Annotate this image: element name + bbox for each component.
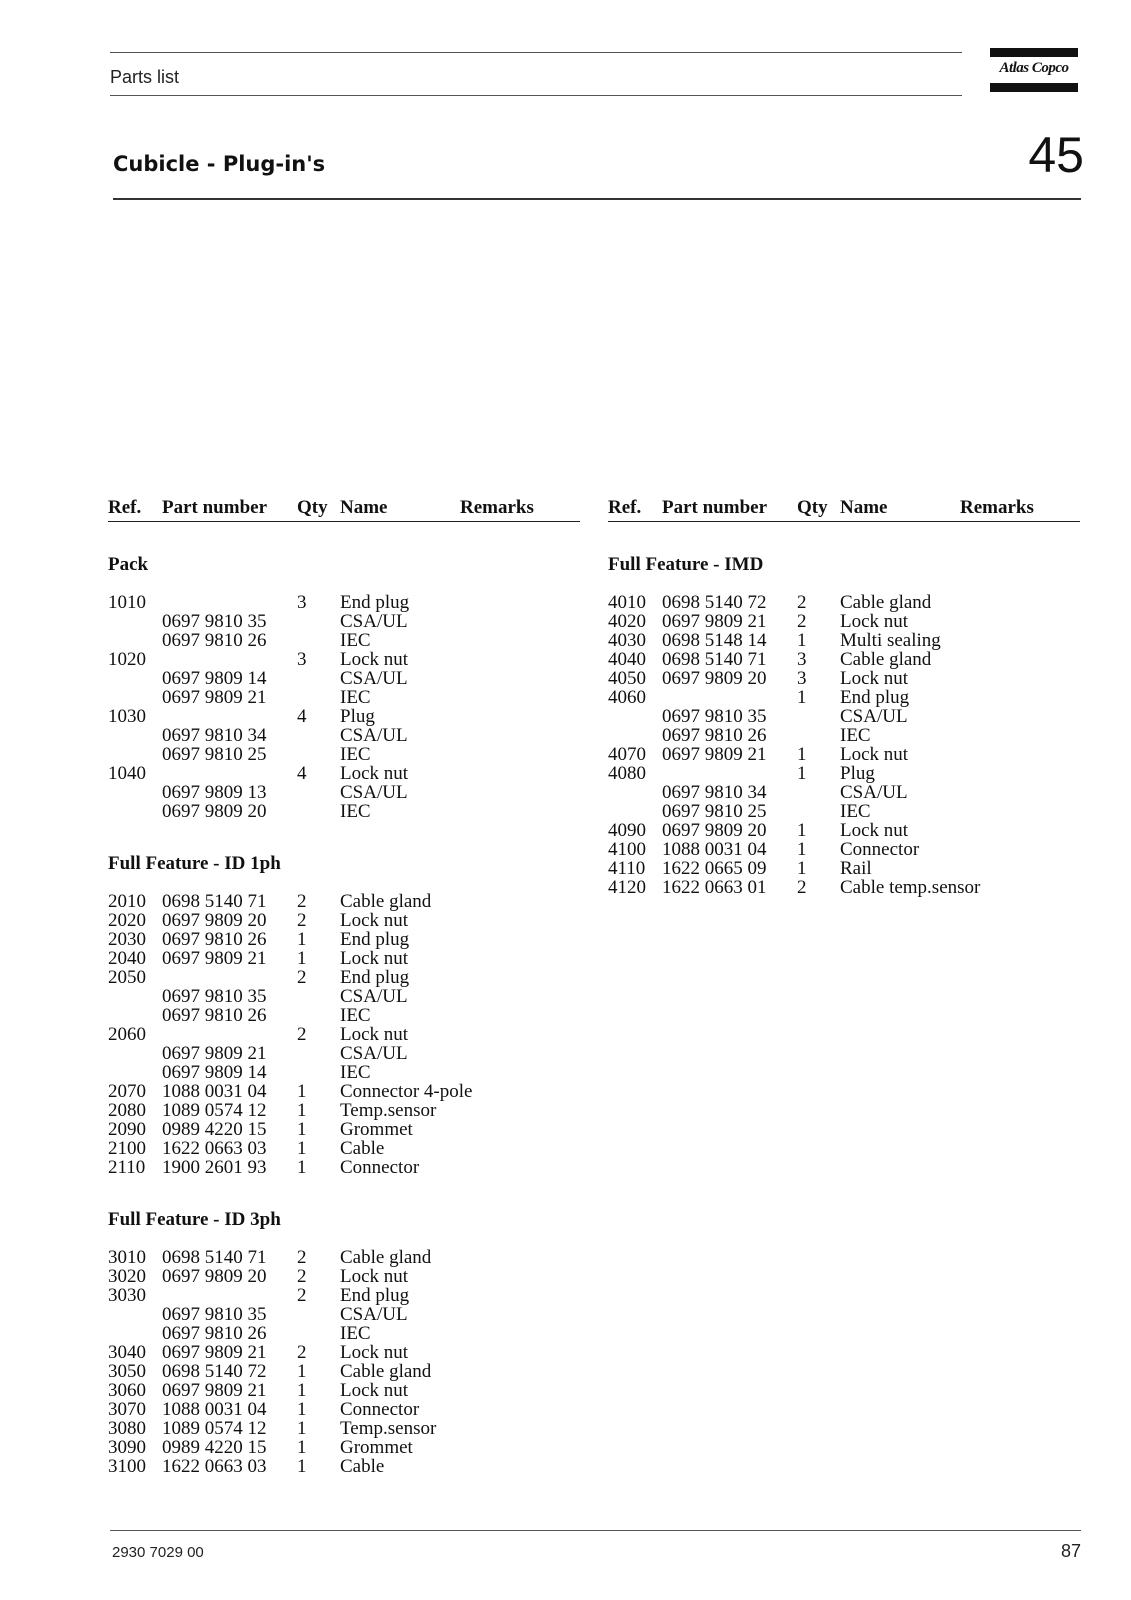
table-row: [608, 859, 1080, 878]
cell-name: IEC: [340, 744, 371, 765]
cell-ref: 3040: [108, 1342, 146, 1363]
table-row: [108, 892, 580, 911]
cell-qty: 1: [297, 1456, 307, 1477]
table-header: [608, 497, 1080, 522]
table-row: [108, 1362, 580, 1381]
cell-name: End plug: [840, 687, 910, 708]
cell-name: End plug: [340, 1285, 410, 1306]
group-title: Pack: [108, 554, 149, 575]
table-row: [108, 1438, 580, 1457]
cell-qty: 1: [797, 839, 807, 860]
cell-ref: 3010: [108, 1247, 146, 1268]
cell-name: Connector: [840, 839, 920, 860]
cell-ref: 3020: [108, 1266, 146, 1287]
table-row: [608, 593, 1080, 612]
cell-part-number: 0698 5140 72: [162, 1361, 267, 1382]
cell-part-number: 1088 0031 04: [162, 1399, 267, 1420]
table-row: [108, 1120, 580, 1139]
cell-qty: 2: [797, 592, 807, 613]
cell-qty: 2: [297, 1024, 307, 1045]
cell-part-number: 0698 5148 14: [662, 630, 767, 651]
cell-part-number: 0697 9810 25: [662, 801, 767, 822]
table-row: [608, 821, 1080, 840]
table-row: [108, 1044, 580, 1063]
parts-table-right: [608, 497, 1080, 897]
table-row: [108, 930, 580, 949]
table-row: [108, 764, 580, 783]
cell-name: IEC: [340, 801, 371, 822]
col-qty-header: Qty: [797, 497, 828, 518]
cell-name: CSA/UL: [340, 782, 408, 803]
cell-qty: 2: [797, 611, 807, 632]
cell-part-number: 0697 9810 35: [662, 706, 767, 727]
cell-name: CSA/UL: [340, 986, 408, 1007]
cell-part-number: 0697 9809 21: [162, 1342, 267, 1363]
cell-name: Lock nut: [840, 744, 909, 765]
cell-ref: 2110: [108, 1157, 146, 1178]
col-name-header: Name: [840, 497, 888, 518]
table-row: [608, 612, 1080, 631]
cell-part-number: 1622 0665 09: [662, 858, 767, 879]
cell-ref: 4040: [608, 649, 646, 670]
cell-name: Grommet: [340, 1437, 413, 1458]
table-row: [108, 911, 580, 930]
cell-name: Lock nut: [840, 668, 909, 689]
cell-part-number: 1900 2601 93: [162, 1157, 267, 1178]
cell-name: Plug: [340, 706, 375, 727]
col-name-header: Name: [340, 497, 388, 518]
cell-qty: 3: [797, 649, 807, 670]
cell-ref: 2050: [108, 967, 146, 988]
cell-name: End plug: [340, 592, 410, 613]
table-row: [108, 1400, 580, 1419]
table-row: [608, 745, 1080, 764]
cell-part-number: 0697 9810 34: [162, 725, 267, 746]
cell-part-number: 0697 9810 35: [162, 1304, 267, 1325]
cell-ref: 2090: [108, 1119, 146, 1140]
cell-qty: 2: [797, 877, 807, 898]
col-ref-header: Ref.: [108, 497, 142, 518]
logo-bottom-bar: [990, 83, 1078, 92]
cell-part-number: 1622 0663 03: [162, 1456, 267, 1477]
col-remarks-header: Remarks: [460, 497, 534, 518]
cell-part-number: 0698 5140 71: [162, 891, 267, 912]
cell-qty: 4: [297, 763, 307, 784]
parts-table-left: [108, 497, 580, 1476]
table-row: [108, 1381, 580, 1400]
cell-name: CSA/UL: [840, 782, 908, 803]
cell-part-number: 0697 9810 34: [662, 782, 767, 803]
cell-part-number: 0697 9809 20: [162, 910, 267, 931]
cell-name: Rail: [840, 858, 872, 879]
cell-ref: 4080: [608, 763, 646, 784]
cell-ref: 1020: [108, 649, 146, 670]
cell-name: Cable temp.sensor: [840, 877, 981, 898]
cell-qty: 2: [297, 1247, 307, 1268]
cell-ref: 4030: [608, 630, 646, 651]
table-row: [108, 1419, 580, 1438]
table-row: [108, 1248, 580, 1267]
cell-qty: 3: [797, 668, 807, 689]
cell-part-number: 0697 9810 26: [162, 1323, 267, 1344]
cell-ref: 2080: [108, 1100, 146, 1121]
table-row: [608, 688, 1080, 707]
cell-name: CSA/UL: [340, 1304, 408, 1325]
table-row: [108, 650, 580, 669]
cell-part-number: 1089 0574 12: [162, 1100, 267, 1121]
cell-part-number: 0697 9809 21: [162, 948, 267, 969]
table-row: [108, 1139, 580, 1158]
table-body-left: [108, 555, 580, 1476]
cell-ref: 4100: [608, 839, 646, 860]
cell-part-number: 0697 9809 13: [162, 782, 267, 803]
cell-name: Temp.sensor: [340, 1100, 437, 1121]
cell-part-number: 0697 9810 25: [162, 744, 267, 765]
cell-ref: 3100: [108, 1456, 146, 1477]
section-rule: [113, 198, 1081, 200]
cell-name: IEC: [340, 1062, 371, 1083]
cell-name: Lock nut: [340, 948, 409, 969]
table-row: [608, 631, 1080, 650]
table-row: [108, 949, 580, 968]
cell-qty: 1: [297, 948, 307, 969]
table-row: [608, 840, 1080, 859]
cell-ref: 3090: [108, 1437, 146, 1458]
running-title: Parts list: [110, 67, 180, 87]
cell-name: IEC: [840, 801, 871, 822]
table-row: [108, 1006, 580, 1025]
cell-ref: 4060: [608, 687, 646, 708]
cell-ref: 2060: [108, 1024, 146, 1045]
table-row: [608, 764, 1080, 783]
logo-wordmark: Atlas Copco: [999, 60, 1069, 76]
table-row: [108, 1267, 580, 1286]
cell-name: Cable: [340, 1138, 385, 1159]
cell-name: IEC: [340, 1005, 371, 1026]
cell-name: CSA/UL: [340, 611, 408, 632]
table-row: [108, 688, 580, 707]
cell-qty: 1: [297, 1100, 307, 1121]
cell-name: End plug: [340, 929, 410, 950]
cell-ref: 2070: [108, 1081, 146, 1102]
header-top-rule: [110, 52, 962, 53]
cell-name: Plug: [840, 763, 875, 784]
table-row: [108, 1158, 580, 1177]
cell-ref: 4020: [608, 611, 646, 632]
cell-part-number: 0697 9810 26: [162, 1005, 267, 1026]
cell-part-number: 0698 5140 71: [162, 1247, 267, 1268]
cell-part-number: 0697 9810 35: [162, 611, 267, 632]
cell-name: Cable gland: [840, 592, 932, 613]
cell-name: Multi sealing: [840, 630, 941, 651]
cell-qty: 1: [297, 1399, 307, 1420]
cell-qty: 1: [797, 763, 807, 784]
col-part-number-header: Part number: [162, 497, 268, 518]
table-row: [608, 802, 1080, 821]
cell-qty: 3: [297, 649, 307, 670]
cell-ref: 3030: [108, 1285, 146, 1306]
table-row: [108, 1101, 580, 1120]
logo-top-bar: [990, 48, 1078, 57]
cell-name: Cable gland: [340, 891, 432, 912]
cell-ref: 4110: [608, 858, 646, 879]
cell-ref: 1030: [108, 706, 146, 727]
cell-part-number: 1088 0031 04: [662, 839, 767, 860]
cell-part-number: 0697 9809 20: [662, 820, 767, 841]
col-part-number-header: Part number: [662, 497, 768, 518]
cell-ref: 1010: [108, 592, 146, 613]
cell-qty: 1: [797, 858, 807, 879]
cell-qty: 1: [297, 1081, 307, 1102]
cell-qty: 3: [297, 592, 307, 613]
cell-qty: 1: [297, 1138, 307, 1159]
table-row: [608, 726, 1080, 745]
cell-part-number: 0698 5140 72: [662, 592, 767, 613]
table-row: [108, 987, 580, 1006]
cell-qty: 2: [297, 967, 307, 988]
cell-name: Cable gland: [840, 649, 932, 670]
table-row: [108, 783, 580, 802]
footer-rule: [110, 1530, 1081, 1531]
cell-ref: 4010: [608, 592, 646, 613]
cell-name: Lock nut: [340, 763, 409, 784]
cell-qty: 2: [297, 891, 307, 912]
table-row: [108, 612, 580, 631]
table-row: [108, 726, 580, 745]
cell-qty: 1: [797, 630, 807, 651]
cell-ref: 2030: [108, 929, 146, 950]
cell-name: End plug: [340, 967, 410, 988]
cell-part-number: 0697 9809 21: [662, 611, 767, 632]
table-row: [108, 1286, 580, 1305]
table-row: [108, 1343, 580, 1362]
table-row: [608, 783, 1080, 802]
cell-name: Lock nut: [840, 820, 909, 841]
cell-part-number: 0697 9809 20: [662, 668, 767, 689]
table-header: [108, 497, 580, 522]
table-row: [608, 650, 1080, 669]
group-title: Full Feature - ID 1ph: [108, 853, 281, 874]
cell-part-number: 0697 9809 21: [162, 687, 267, 708]
cell-part-number: 0697 9809 21: [162, 1043, 267, 1064]
cell-ref: 3080: [108, 1418, 146, 1439]
cell-part-number: 0697 9809 20: [162, 801, 267, 822]
cell-qty: 2: [297, 1285, 307, 1306]
table-row: [108, 631, 580, 650]
table-body-right: [608, 555, 1080, 897]
cell-qty: 1: [797, 820, 807, 841]
table-row: [108, 1324, 580, 1343]
cell-qty: 1: [297, 1418, 307, 1439]
cell-part-number: 0697 9809 21: [162, 1380, 267, 1401]
cell-part-number: 0989 4220 15: [162, 1437, 267, 1458]
table-row: [108, 1082, 580, 1101]
cell-qty: 2: [297, 910, 307, 931]
cell-ref: 3050: [108, 1361, 146, 1382]
cell-ref: 4120: [608, 877, 646, 898]
cell-ref: 2020: [108, 910, 146, 931]
cell-name: Lock nut: [340, 1342, 409, 1363]
cell-qty: 1: [297, 1119, 307, 1140]
table-row: [108, 1305, 580, 1324]
col-qty-header: Qty: [297, 497, 328, 518]
cell-qty: 2: [297, 1266, 307, 1287]
table-row: [108, 1063, 580, 1082]
cell-name: Lock nut: [840, 611, 909, 632]
cell-name: CSA/UL: [840, 706, 908, 727]
group-title: Full Feature - IMD: [608, 554, 764, 575]
cell-ref: 4090: [608, 820, 646, 841]
table-row: [608, 669, 1080, 688]
atlas-copco-logo: [990, 48, 1078, 94]
cell-part-number: 0697 9809 21: [662, 744, 767, 765]
cell-part-number: 1622 0663 03: [162, 1138, 267, 1159]
cell-ref: 2010: [108, 891, 146, 912]
cell-qty: 1: [297, 929, 307, 950]
cell-qty: 2: [297, 1342, 307, 1363]
cell-part-number: 0698 5140 71: [662, 649, 767, 670]
cell-part-number: 0697 9810 26: [162, 630, 267, 651]
cell-part-number: 0989 4220 15: [162, 1119, 267, 1140]
cell-qty: 1: [797, 744, 807, 765]
cell-name: IEC: [340, 1323, 371, 1344]
cell-part-number: 0697 9810 26: [162, 929, 267, 950]
cell-part-number: 1088 0031 04: [162, 1081, 267, 1102]
cell-ref: 3070: [108, 1399, 146, 1420]
cell-name: CSA/UL: [340, 725, 408, 746]
page-number: 87: [1060, 1541, 1081, 1561]
cell-ref: 1040: [108, 763, 146, 784]
table-row: [108, 1457, 580, 1476]
cell-part-number: 0697 9809 14: [162, 1062, 267, 1083]
cell-name: Cable gland: [340, 1361, 432, 1382]
cell-name: Lock nut: [340, 1380, 409, 1401]
cell-ref: 2100: [108, 1138, 146, 1159]
table-row: [608, 878, 1080, 897]
cell-name: IEC: [340, 630, 371, 651]
cell-part-number: 0697 9809 14: [162, 668, 267, 689]
cell-qty: 1: [797, 687, 807, 708]
cell-qty: 1: [297, 1380, 307, 1401]
cell-name: IEC: [340, 687, 371, 708]
cell-part-number: 1089 0574 12: [162, 1418, 267, 1439]
table-row: [108, 745, 580, 764]
cell-qty: 4: [297, 706, 307, 727]
cell-qty: 1: [297, 1437, 307, 1458]
cell-name: Temp.sensor: [340, 1418, 437, 1439]
cell-part-number: 0697 9810 26: [662, 725, 767, 746]
cell-name: Cable gland: [340, 1247, 432, 1268]
cell-name: CSA/UL: [340, 668, 408, 689]
cell-name: Lock nut: [340, 1266, 409, 1287]
header-bottom-rule: [110, 95, 962, 96]
cell-name: Lock nut: [340, 649, 409, 670]
group-title: Full Feature - ID 3ph: [108, 1209, 281, 1230]
table-row: [108, 968, 580, 987]
cell-ref: 4050: [608, 668, 646, 689]
cell-ref: 4070: [608, 744, 646, 765]
cell-name: Connector: [340, 1157, 420, 1178]
cell-name: Lock nut: [340, 1024, 409, 1045]
cell-name: Connector 4-pole: [340, 1081, 473, 1102]
cell-part-number: 0697 9810 35: [162, 986, 267, 1007]
table-row: [608, 707, 1080, 726]
cell-name: CSA/UL: [340, 1043, 408, 1064]
cell-ref: 2040: [108, 948, 146, 969]
section-title: Cubicle - Plug-in's: [113, 152, 326, 176]
cell-name: Connector: [340, 1399, 420, 1420]
table-row: [108, 593, 580, 612]
cell-qty: 1: [297, 1157, 307, 1178]
col-remarks-header: Remarks: [960, 497, 1034, 518]
cell-name: Grommet: [340, 1119, 413, 1140]
document-number: 2930 7029 00: [112, 1544, 204, 1561]
cell-name: IEC: [840, 725, 871, 746]
col-ref-header: Ref.: [608, 497, 642, 518]
cell-qty: 1: [297, 1361, 307, 1382]
table-row: [108, 802, 580, 821]
section-number: 45: [1028, 127, 1084, 183]
table-row: [108, 669, 580, 688]
cell-name: Lock nut: [340, 910, 409, 931]
table-row: [108, 707, 580, 726]
table-row: [108, 1025, 580, 1044]
cell-ref: 3060: [108, 1380, 146, 1401]
cell-part-number: 1622 0663 01: [662, 877, 767, 898]
cell-part-number: 0697 9809 20: [162, 1266, 267, 1287]
cell-name: Cable: [340, 1456, 385, 1477]
